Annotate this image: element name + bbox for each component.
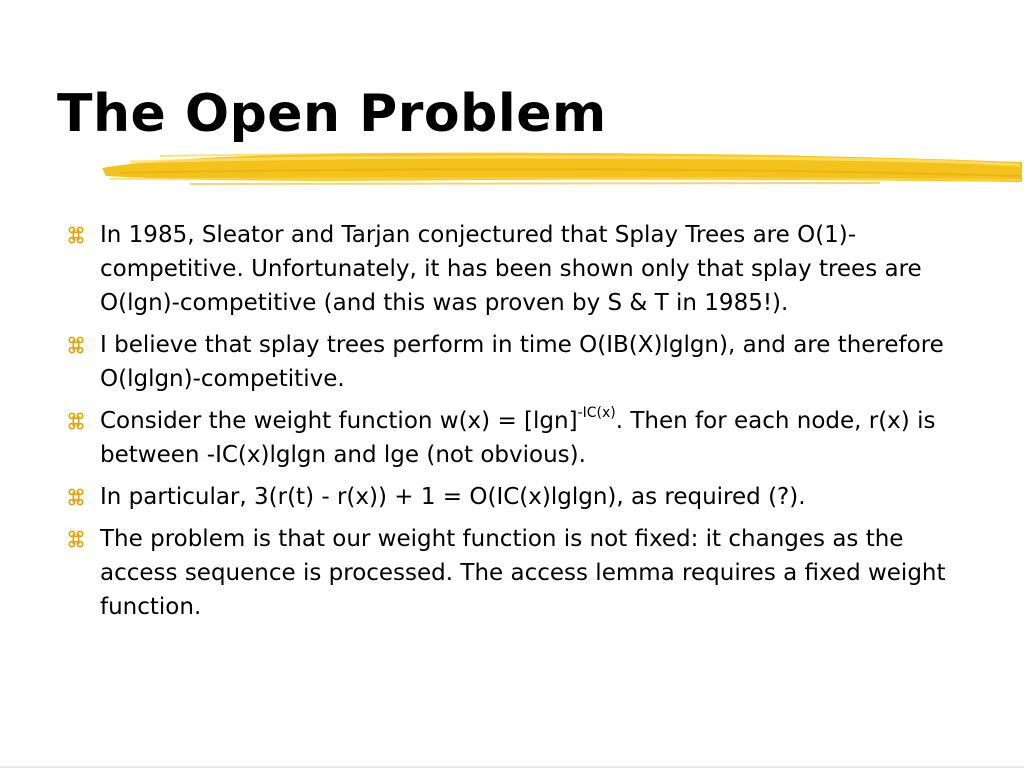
bullet-item — [60, 404, 960, 472]
bullet-text-before: Consider the weight function w(x) = [lgn] — [100, 408, 578, 434]
command-key-icon — [64, 328, 88, 362]
slide-title: The Open Problem — [57, 84, 607, 144]
command-key-icon — [64, 404, 88, 438]
bullet-item — [60, 218, 960, 320]
bullet-text: In 1985, Sleator and Tarjan conjectured that Splay Trees are O(1)-competitive. Unfortunately, it has been shown only that splay trees are O(lgn)-competitive (and this was proven by S & T in 1985!). — [100, 222, 922, 316]
bullet-item — [60, 480, 960, 514]
bullet-list — [60, 218, 960, 632]
bullet-item — [60, 522, 960, 624]
bullet-text-after: . Then for each node, r(x) is between -IC(x)lglgn and lge (not obvious). — [100, 408, 936, 468]
bullet-text: I believe that splay trees perform in time O(IB(X)lglgn), and are therefore O(lglgn)-competitive. — [100, 332, 944, 392]
bullet-item — [60, 328, 960, 396]
command-key-icon — [64, 480, 88, 514]
bullet-text — [100, 405, 936, 468]
superscript: -IC(x) — [577, 405, 616, 421]
command-key-icon — [64, 218, 88, 252]
command-key-icon — [64, 522, 88, 556]
bullet-text: The problem is that our weight function is not fixed: it changes as the access sequence is processed. The access lemma requires a fixed weight function. — [100, 526, 946, 620]
bullet-text: In particular, 3(r(t) - r(x)) + 1 = O(IC(x)lglgn), as required (?). — [100, 484, 806, 510]
highlighter-stroke — [100, 148, 1024, 190]
